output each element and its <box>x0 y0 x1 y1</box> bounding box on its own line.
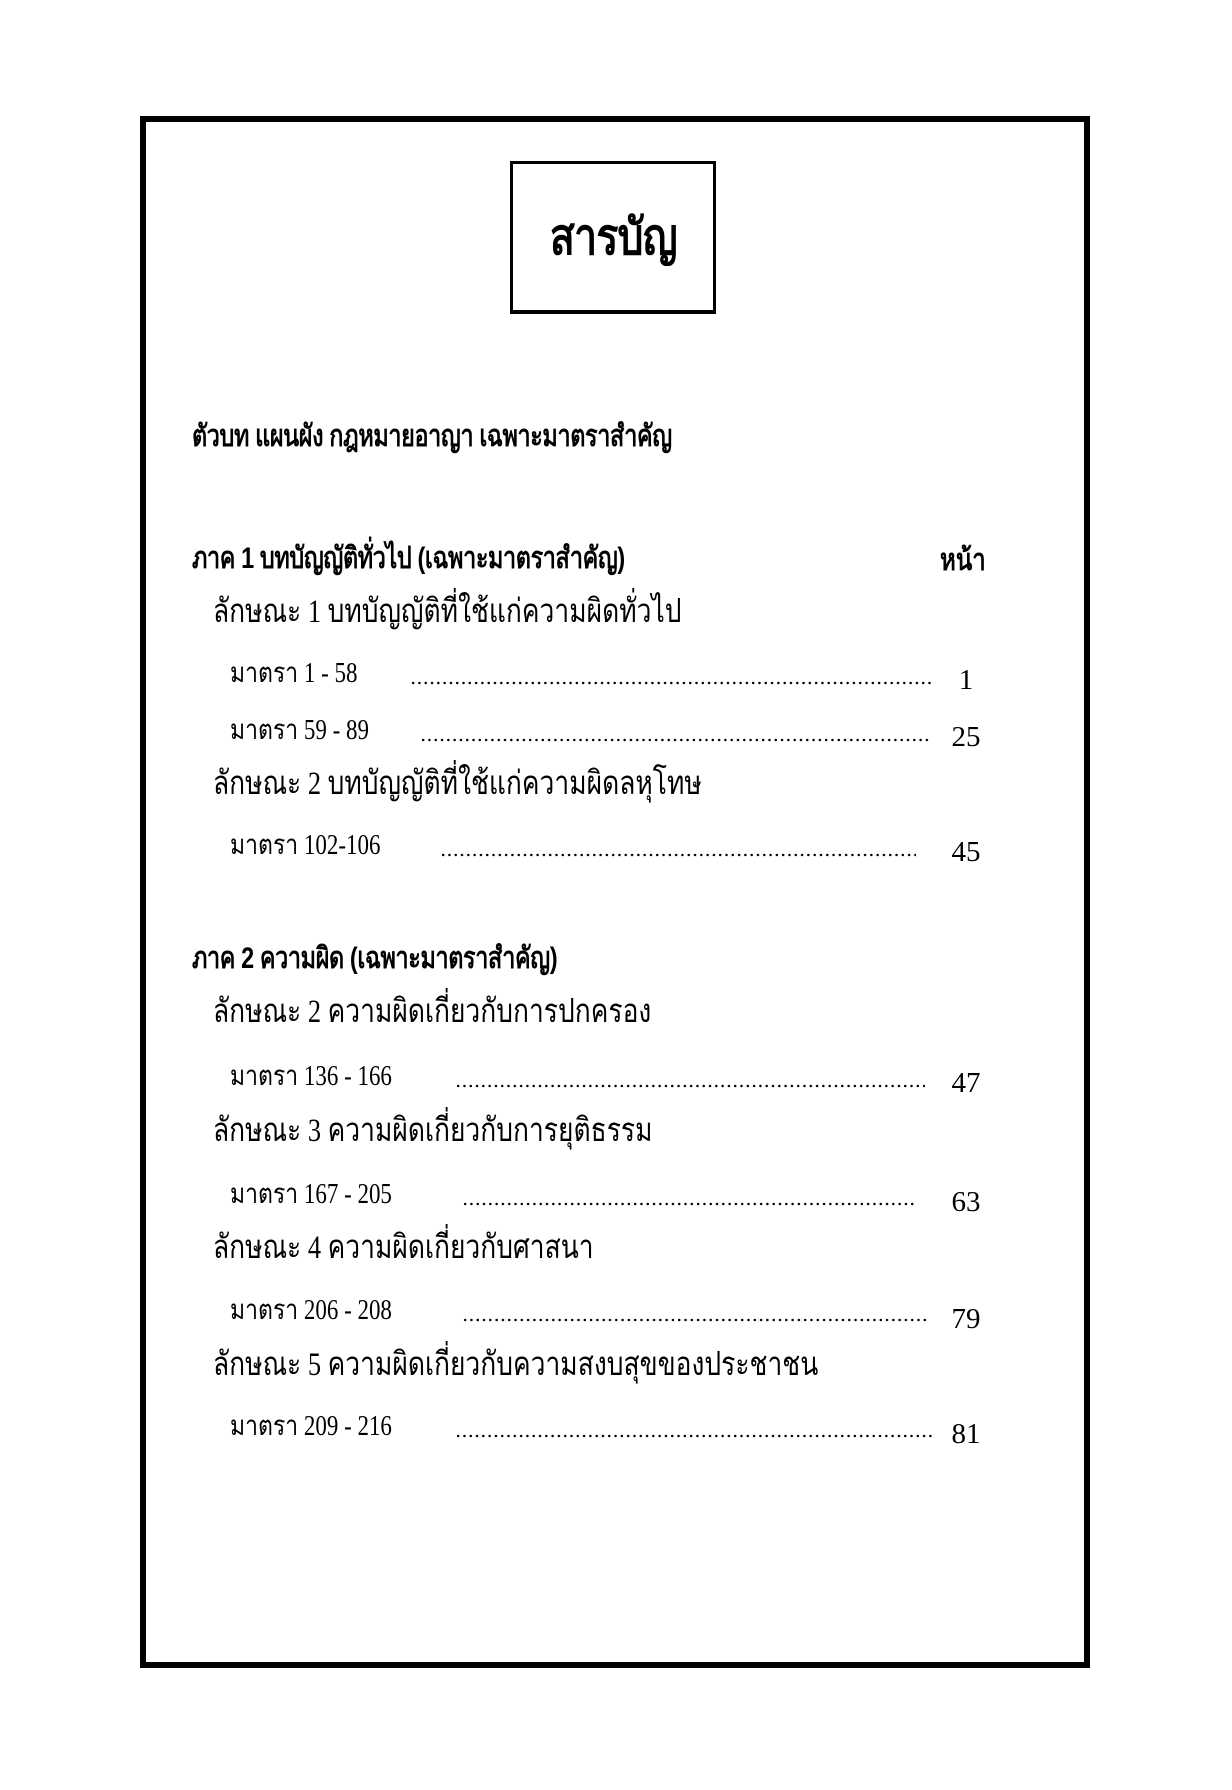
dot-leader <box>462 1318 926 1322</box>
title-2-3: ลักษณะ 3 ความผิดเกี่ยวกับการยุติธรรม <box>213 1113 653 1149</box>
dot-leader <box>455 1084 925 1088</box>
title-2-5: ลักษณะ 5 ความผิดเกี่ยวกับความสงบสุขของประชาชน <box>213 1347 819 1383</box>
dot-leader <box>462 1202 916 1206</box>
toc-entry-page[interactable]: 79 <box>951 1303 981 1335</box>
toc-entry-label[interactable]: มาตรา 59 - 89 <box>230 715 369 746</box>
toc-entry-page[interactable]: 1 <box>958 664 974 696</box>
dot-leader <box>420 738 930 742</box>
toc-entry-page[interactable]: 45 <box>951 836 981 868</box>
toc-entry-label[interactable]: มาตรา 1 - 58 <box>230 658 358 689</box>
intro-heading: ตัวบท แผนผัง กฎหมายอาญา เฉพาะมาตราสำคัญ <box>192 420 672 453</box>
title-2-4: ลักษณะ 4 ความผิดเกี่ยวกับศาสนา <box>213 1230 594 1266</box>
title-1-2: ลักษณะ 2 บทบัญญัติที่ใช้แก่ความผิดลหุโทษ <box>213 766 702 802</box>
part-2-heading: ภาค 2 ความผิด (เฉพาะมาตราสำคัญ) <box>192 942 558 975</box>
toc-entry-label[interactable]: มาตรา 102-106 <box>230 830 381 861</box>
dot-leader <box>440 853 916 857</box>
part-1-heading: ภาค 1 บทบัญญัติทั่วไป (เฉพาะมาตราสำคัญ) <box>192 542 625 575</box>
toc-entry-label[interactable]: มาตรา 206 - 208 <box>230 1295 392 1326</box>
toc-entry-label[interactable]: มาตรา 209 - 216 <box>230 1411 392 1442</box>
page-column-label: หน้า <box>940 544 986 577</box>
page-title: สารบัญ <box>549 208 677 265</box>
title-1-1: ลักษณะ 1 บทบัญญัติที่ใช้แก่ความผิดทั่วไป <box>213 594 682 630</box>
dot-leader <box>455 1434 935 1438</box>
title-2-2: ลักษณะ 2 ความผิดเกี่ยวกับการปกครอง <box>213 994 652 1030</box>
title-box <box>510 161 716 314</box>
toc-entry-page[interactable]: 47 <box>951 1067 981 1099</box>
dot-leader <box>410 681 932 685</box>
toc-entry-page[interactable]: 63 <box>951 1186 981 1218</box>
toc-entry-label[interactable]: มาตรา 167 - 205 <box>230 1179 392 1210</box>
toc-entry-label[interactable]: มาตรา 136 - 166 <box>230 1061 392 1092</box>
toc-entry-page[interactable]: 25 <box>951 721 981 753</box>
toc-entry-page[interactable]: 81 <box>951 1418 981 1450</box>
